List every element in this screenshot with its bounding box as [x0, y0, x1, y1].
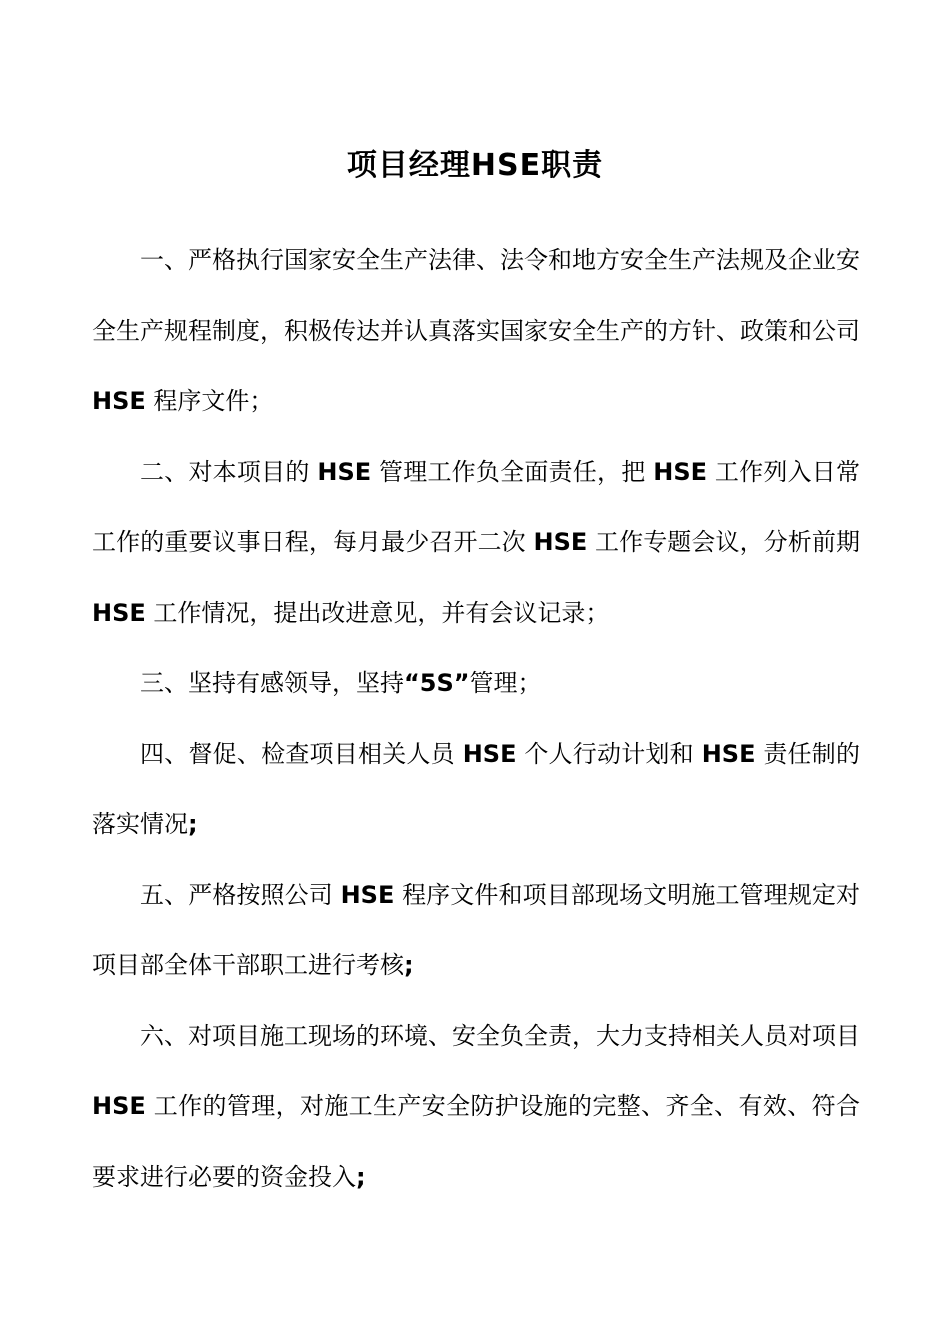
paragraph-2: 二、对本项目的 HSE 管理工作负全面责任，把 HSE 工作列入日常工作的重要议事日程，每月最少召开二次 HSE 工作专题会议，分析前期 HSE 工作情况，提出改进意见，并有会议记录；: [92, 457, 860, 627]
paragraph-6: 六、对项目施工现场的环境、安全负全责，大力支持相关人员对项目 HSE 工作的管理，对施工生产安全防护设施的完整、齐全、有效、符合要求进行必要的资金投入;: [92, 1021, 860, 1191]
paragraph-1: 一、严格执行国家安全生产法律、法令和地方安全生产法规及企业安全生产规程制度，积极传达并认真落实国家安全生产的方针、政策和公司 HSE 程序文件；: [92, 246, 860, 415]
paragraph-4: 四、督促、检查项目相关人员 HSE 个人行动计划和 HSE 责任制的落实情况;: [92, 739, 860, 838]
document-body: [92, 225, 860, 1212]
paragraph-3: 三、坚持有感领导，坚持“5S”管理；: [140, 669, 542, 697]
paragraph-5: 五、严格按照公司 HSE 程序文件和项目部现场文明施工管理规定对项目部全体干部职工进行考核;: [92, 880, 860, 979]
document-title: 项目经理HSE职责: [346, 148, 604, 183]
